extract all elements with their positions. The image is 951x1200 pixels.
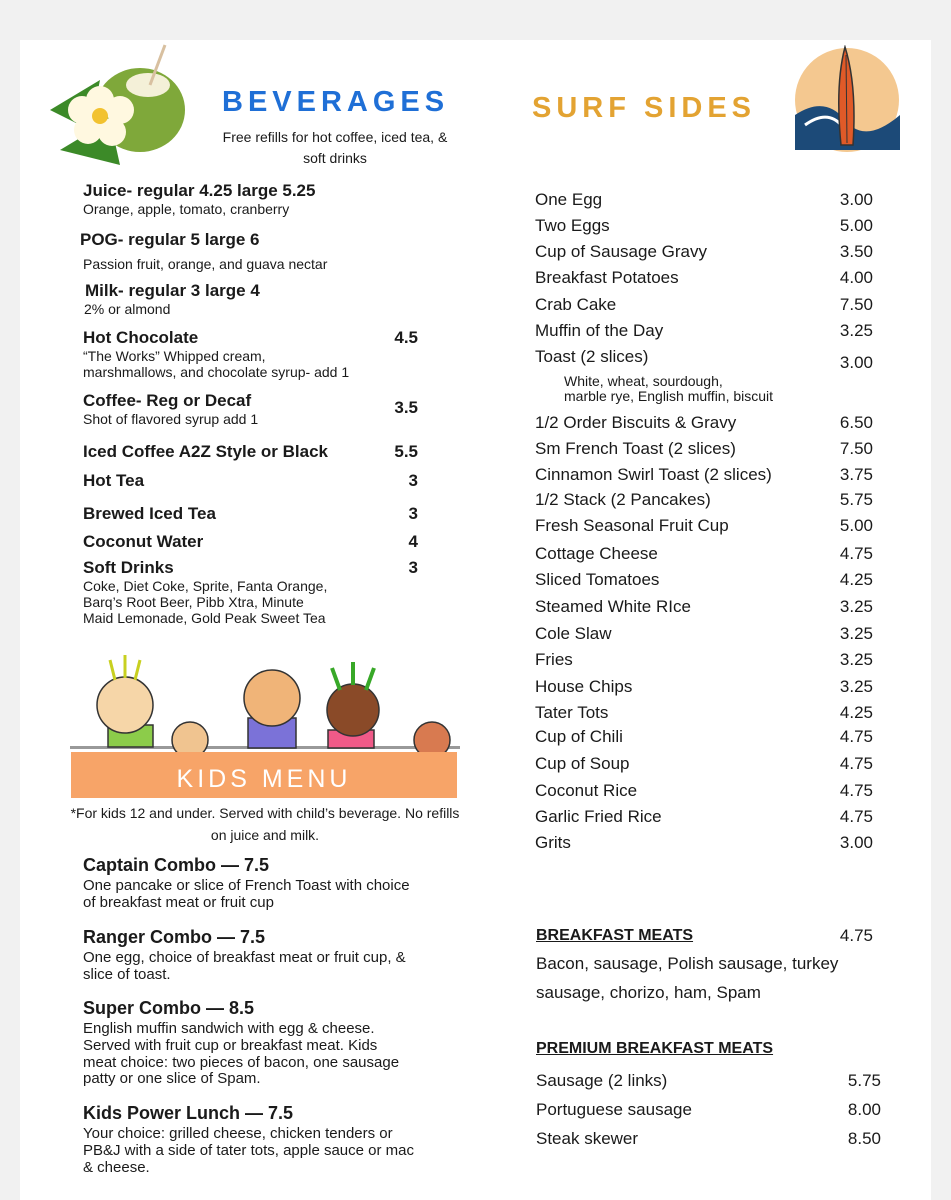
side-item-price: 3.50 <box>839 242 873 261</box>
beverage-name: Coconut Water <box>83 532 204 551</box>
beverage-desc: “The Works” Whipped cream, <box>83 348 266 364</box>
beverage-name: POG- regular 5 large 6 <box>80 230 260 249</box>
side-item-name: Cottage Cheese <box>535 544 658 563</box>
side-item-price: 4.25 <box>839 703 873 722</box>
side-item-name: Grits <box>535 833 571 852</box>
side-item-name: Breakfast Potatoes <box>535 268 679 287</box>
premium-meat-name: Sausage (2 links) <box>536 1071 668 1090</box>
side-item-name: Fries <box>535 650 573 669</box>
side-item-name: Cinnamon Swirl Toast (2 slices) <box>535 465 772 484</box>
side-item-price: 5.00 <box>839 216 873 235</box>
menu-page <box>20 40 931 1200</box>
side-item-price: 3.25 <box>839 677 873 696</box>
side-item-name: Cup of Chili <box>535 727 623 746</box>
side-item-name: Muffin of the Day <box>535 321 664 340</box>
side-item-name: Fresh Seasonal Fruit Cup <box>535 516 729 535</box>
side-item-name: Cup of Sausage Gravy <box>535 242 707 261</box>
side-item-price: 5.00 <box>839 516 873 535</box>
side-item-name: House Chips <box>535 677 633 696</box>
desc-line: sausage, chorizo, ham, Spam <box>536 983 761 1002</box>
side-item-price: 3.00 <box>839 833 873 852</box>
kids-illustration <box>70 640 460 752</box>
side-item-name: Sliced Tomatoes <box>535 570 660 589</box>
kids-item-desc: patty or one slice of Spam. <box>83 1070 261 1088</box>
beverage-name: Coffee- Reg or Decaf <box>83 391 252 410</box>
side-item-price: 6.50 <box>839 413 873 432</box>
side-item-price: 3.25 <box>839 624 873 643</box>
premium-meat-price: 8.50 <box>847 1129 881 1148</box>
beverage-desc: Passion fruit, orange, and guava nectar <box>83 256 328 272</box>
kids-item-desc: One pancake or slice of French Toast with choice <box>83 877 410 894</box>
premium-meat-price: 5.75 <box>847 1071 881 1090</box>
breakfast-meats-price: 4.75 <box>839 926 873 945</box>
kids-item-desc: One egg, choice of breakfast meat or fruit cup, & <box>83 949 406 966</box>
kids-item-name: Super Combo — 8.5 <box>83 998 255 1018</box>
side-item-price: 4.75 <box>839 807 873 826</box>
beverage-price: 3 <box>408 504 418 523</box>
side-item-price: 7.50 <box>839 295 873 314</box>
side-item-name: Crab Cake <box>535 295 617 314</box>
kids-item-desc: of breakfast meat or fruit cup <box>83 893 274 911</box>
beverage-price: 5.5 <box>394 442 418 461</box>
beverage-price: 4.5 <box>394 328 418 347</box>
beverage-name: Juice- regular 4.25 large 5.25 <box>83 181 316 200</box>
side-item-name: 1/2 Order Biscuits & Gravy <box>535 413 737 432</box>
side-item-name: Toast (2 slices) <box>535 347 649 366</box>
desc-line: Bacon, sausage, Polish sausage, turkey <box>536 954 839 973</box>
beverage-desc: 2% or almond <box>84 301 171 317</box>
surf-sides-heading: SURF SIDES <box>532 92 757 124</box>
side-item-price: 4.75 <box>839 781 873 800</box>
beverage-name: Hot Tea <box>83 471 145 490</box>
premium-meats-heading: PREMIUM BREAKFAST MEATS <box>536 1040 774 1057</box>
kids-item-desc: Your choice: grilled cheese, chicken tenders or <box>83 1125 393 1142</box>
kids-item-desc: meat choice: two pieces of bacon, one sausage <box>83 1053 400 1071</box>
beverage-desc: Maid Lemonade, Gold Peak Sweet Tea <box>83 610 326 626</box>
side-item-price: 3.00 <box>839 353 873 372</box>
beverage-desc: Coke, Diet Coke, Sprite, Fanta Orange, <box>83 578 328 594</box>
side-item-name: One Egg <box>535 190 603 209</box>
side-item-name: Sm French Toast (2 slices) <box>535 439 736 458</box>
side-item-name: Cup of Soup <box>535 754 630 773</box>
side-item-name: 1/2 Stack (2 Pancakes) <box>535 490 711 509</box>
beverage-desc: Barq’s Root Beer, Pibb Xtra, Minute <box>83 594 304 610</box>
toast-note-line: marble rye, English muffin, biscuit <box>564 388 774 404</box>
beverage-name: Iced Coffee A2Z Style or Black <box>83 442 329 461</box>
beverages-heading: BEVERAGES <box>222 86 450 118</box>
side-item-name: Tater Tots <box>535 703 609 722</box>
beverage-desc: Shot of flavored syrup add 1 <box>83 411 259 427</box>
kids-item-desc: & cheese. <box>83 1158 150 1176</box>
breakfast-meats-heading: BREAKFAST MEATS <box>536 927 694 944</box>
side-item-name: Steamed White RIce <box>535 597 691 616</box>
side-item-price: 3.25 <box>839 650 873 669</box>
side-item-price: 3.00 <box>839 190 873 209</box>
side-item-price: 3.25 <box>839 597 873 616</box>
kids-item-desc: slice of toast. <box>83 965 171 983</box>
beverage-name: Milk- regular 3 large 4 <box>85 281 260 300</box>
beverage-name: Brewed Iced Tea <box>83 504 216 523</box>
beverage-desc: Orange, apple, tomato, cranberry <box>83 201 290 217</box>
kids-menu-banner: KIDS MENU <box>71 752 457 798</box>
beverage-name: Soft Drinks <box>83 558 174 577</box>
side-item-price: 5.75 <box>839 490 873 509</box>
side-item-price: 4.75 <box>839 544 873 563</box>
kids-item-desc: Served with fruit cup or breakfast meat. Kids <box>83 1036 378 1054</box>
beverage-price: 3 <box>408 558 418 577</box>
side-item-price: 3.75 <box>839 465 873 484</box>
premium-meat-name: Steak skewer <box>536 1129 639 1148</box>
toast-note-line: White, wheat, sourdough, <box>564 373 723 389</box>
kids-item-name: Captain Combo — 7.5 <box>83 855 270 875</box>
beverage-price: 3 <box>408 471 418 490</box>
surfboard-illustration <box>785 45 905 155</box>
beverage-price: 3.5 <box>394 398 418 417</box>
side-item-name: Coconut Rice <box>535 781 638 800</box>
beverages-subtitle: Free refills for hot coffee, iced tea, & soft drinks <box>222 129 448 166</box>
beverage-name: Hot Chocolate <box>83 328 199 347</box>
premium-meat-price: 8.00 <box>847 1100 881 1119</box>
kids-item-name: Kids Power Lunch — 7.5 <box>83 1103 294 1123</box>
coconut-flower-illustration <box>40 40 190 175</box>
breakfast-meats-desc <box>536 949 838 1007</box>
beverage-price: 4 <box>408 532 418 551</box>
side-item-price: 4.25 <box>839 570 873 589</box>
side-item-price: 4.00 <box>839 268 873 287</box>
kids-item-name: Ranger Combo — 7.5 <box>83 927 266 947</box>
side-item-price: 3.25 <box>839 321 873 340</box>
side-item-name: Garlic Fried Rice <box>535 807 662 826</box>
kids-menu-note: *For kids 12 and under. Served with child’s beverage. No refills on juice and milk. <box>70 805 460 843</box>
side-item-price: 4.75 <box>839 727 873 746</box>
beverage-desc: marshmallows, and chocolate syrup- add 1 <box>83 364 350 380</box>
side-item-name: Cole Slaw <box>535 624 612 643</box>
kids-item-desc: PB&J with a side of tater tots, apple sauce or mac <box>83 1141 414 1159</box>
side-item-price: 7.50 <box>839 439 873 458</box>
toast-options-note <box>564 374 773 404</box>
kids-item-desc: English muffin sandwich with egg & cheese. <box>83 1020 375 1037</box>
premium-meat-name: Portuguese sausage <box>536 1100 692 1119</box>
side-item-price: 4.75 <box>839 754 873 773</box>
side-item-name: Two Eggs <box>535 216 610 235</box>
